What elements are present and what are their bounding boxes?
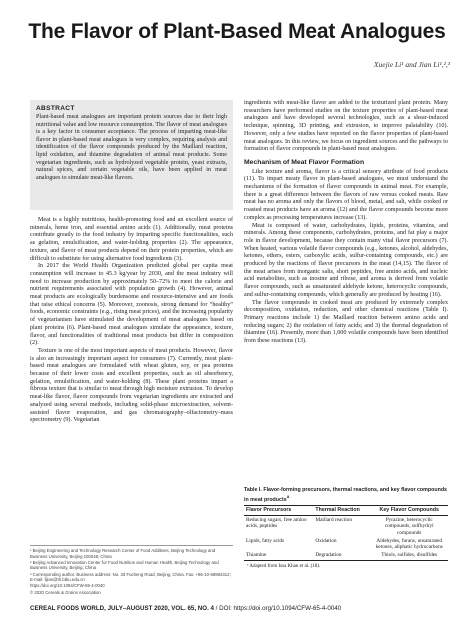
table-cell: Thiols, sulfides, disulfides <box>370 551 448 561</box>
flavor-table <box>244 505 448 561</box>
table-cell: Thiamine <box>244 551 313 561</box>
table-cell: Pyrazine, heterocyclic compounds, sulfhydryl compounds <box>384 517 434 536</box>
table-caption <box>244 487 448 503</box>
table-row <box>244 537 448 551</box>
table-caption-text: Table I. Flavor-forming precursors, thermal reactions, and key flavor compounds in meat products <box>244 487 447 503</box>
author-line: Xuejie Li¹ and Jian Li¹,²,³ <box>373 60 450 69</box>
table-header-cell: Key Flavor Compounds <box>370 505 448 515</box>
footer-doi[interactable]: / DOI: https://doi.org/10.1094/CFW-65-4-0040 <box>213 605 342 612</box>
right-column-body <box>244 100 448 346</box>
table-header-cell: Flavor Precursors <box>244 505 313 515</box>
table-header-cell: Thermal Reaction <box>313 505 370 515</box>
footnote: ³ Corresponding author. Business address: No. 33 Fucheng Road, Beijing, China. Fax: +86-10-68984312; E-mail: lijian@th.btbu.edu.cn <box>30 571 231 583</box>
journal-citation: CEREAL FOODS WORLD, JULY–AUGUST 2020, VOL. 65, NO. 4 <box>30 605 214 612</box>
table-cell: Aldehydes, furans, unsaturated ketones, aliphatic hydrocarbons <box>375 537 443 550</box>
article-title: The Flavor of Plant-Based Meat Analogues <box>28 20 446 43</box>
body-paragraph: The flavor compounds in cooked meat are produced by extremely complex decomposition, oxidation, reduction, and other chemical reactions (Table I). Primary reactions include 1) the Maillard reaction between amino acids and reducing sugars; 2) the oxidation of fatty acids; and 3) the thermal degradation of thiamine (16). Presently, more than 1,000 volatile compounds have been identified from these reactions (13). <box>244 299 448 345</box>
abstract-text: Plant-based meat analogues are important protein sources due to their high nutritional value and low resource consumption. The flavor of meat analogues is a key factor in consumer acceptance. The process of imparting meat-like flavor in plant-based meat analogues is very complex, requiring analysis and identification of the flavor compounds produced by the Maillard reaction, lipid oxidation, and thiamine degradation of animal meat products. Some vegetarian ingredients, such as hydrolyzed vegetable protein, yeast extracts, natural spices, and certain vegetable oils, have been applied in meat analogues to simulate meat-like flavors. <box>36 114 227 181</box>
table-i <box>244 487 448 569</box>
table-footnote: ᵃ Adapted from Issa Khan et al. (18). <box>247 564 321 570</box>
table-cell: Reducing sugars, free amino acids, peptides <box>246 517 307 530</box>
section-heading: Mechanism of Meat Flavor Formation <box>244 158 365 166</box>
body-paragraph: ingredients with meat-like flavor are added to the texturized plant protein. Many researchers have performed studies on the texture properties of plant-based meat analogues and have developed several technologies, such as a shear-induced technique, spinning, 3D printing, and extrusion, to improve palatability (10). However, only a few studies have reported on the flavor properties of plant-based meat analogues. In this review, we focus on ingredient sources and the pathways to formation of flavor compounds in plant-based meat analogues. <box>244 100 448 153</box>
table-cell: Maillard reaction <box>315 517 352 524</box>
table-row <box>244 551 448 561</box>
table-cell: Oxidation <box>315 537 337 544</box>
page-footer <box>30 605 341 612</box>
table-row <box>244 516 448 537</box>
footnote: ¹ Beijing Engineering and Technology Research Center of Food Additives, Beijing Technology and Business University, Beijing 100048, China <box>30 548 216 559</box>
table-header-row <box>244 505 448 515</box>
abstract-box <box>30 100 233 210</box>
body-paragraph: Meat is composed of water, carbohydrates, lipids, proteins, vitamins, and minerals. Among these components, carbohydrates, proteins, and fat play a major role in flavor development, because they contain many vital flavor precursors (7). When heated, various volatile flavor compounds (e.g., ketones, alcohol, aldehydes, ketones, ethers, esters, carboxylic acids, sulfur-containing compounds, etc.) are produced by the reactions of flavor precursors in the meat (14,15). The flavor of the meat arises from inorganic salts, short peptides, free amino acids, and nucleic acid metabolites, such as inosine and ribose, and aroma is derived from volatile flavor compounds, such as unsaturated aldehyde ketone, heterocyclic compounds, and sulfur-containing compounds, which generally are produced by heating (16). <box>244 222 448 298</box>
body-paragraph: Texture is one of the most important aspects of meat products. However, flavor is also an increasingly important aspect for consumers (7). Currently, most plant-based meat analogues are formulated with wheat gluten, soy, or pea proteins because of their lower costs and excellent properties, such as oil absorbency, gelation, emulsification, and water-holding (8). These plant proteins impart a fibrous texture that is similar to meat through high moisture extrusion. To develop meat-like flavor, flavor compounds from vegetarian ingredients are extracted and analyzed using several methods, including solid-phase microextraction, solvent-assisted flavor evaporation, and gas chromatography–olfactometry–mass spectrometry (9). Vegetarian <box>30 347 233 424</box>
table-cell: Lipids, fatty acids <box>246 537 285 544</box>
left-column-body <box>30 217 233 425</box>
body-paragraph: Like texture and aroma, flavor is a critical sensory attribute of food products (11). To impart meaty flavor in plant-based analogues, we must understand the mechanisms of the formation of flavor compounds in animal meat. For example, there is a great difference between the flavors of raw versus cooked meats. Raw meat has no aroma and only the flavors of blood, metal, and salt, while cooked or roasted meat products have an aroma (12) and the flavor compounds become more complex as processing temperatures increase (13). <box>244 168 448 221</box>
copyright-footnote: © 2020 Cereals & Grains Association <box>30 589 101 595</box>
body-paragraph: In 2017 the World Health Organization predicted global per capita meat consumption will increase to 45.3 kg/year by 2030, and the meat industry will need to increase production by approximately 50–72% to meet the calorie and nutrient requirements associated with population growth (4). However, animal meat products are ecologically burdensome and resource-intensive and are foods that raise ethical concerns (5). Moreover, zoonosis, strong demand for “healthy” foods, economic constraints (e.g., rising meat prices), and the increasing popularity of vegetarianism have stimulated the development of meat analogues based on plant proteins (6). Plant-based meat analogues simulate the appearance, texture, flavor, and functionalities of traditional meat products but differ in composition (2). <box>30 263 233 347</box>
body-paragraph: Meat is a highly nutritious, health-promoting food and an excellent source of minerals, heme iron, and essential amino acids (1). Additionally, meat proteins contribute greatly to the food industry by imparting specific functionalities, such as gelation, emulsification, and water-holding properties (2). The appearance, texture, and flavor of meat products depend on their protein properties, which are difficult to substitute for using alternative food ingredients (3). <box>30 217 233 262</box>
table-cell: Degradation <box>313 551 370 561</box>
affiliation-footnotes <box>30 545 233 596</box>
doi-footnote[interactable]: https://doi.org/10.1094/CFW-65-4-0040 <box>30 583 105 589</box>
table-caption-mark: a <box>286 493 290 499</box>
abstract-heading: ABSTRACT <box>36 105 75 112</box>
footnote: ² Beijing Advanced Innovation Center for Food Nutrition and Human Health, Beijing Technology and Business University, Beijing, China <box>30 559 219 571</box>
